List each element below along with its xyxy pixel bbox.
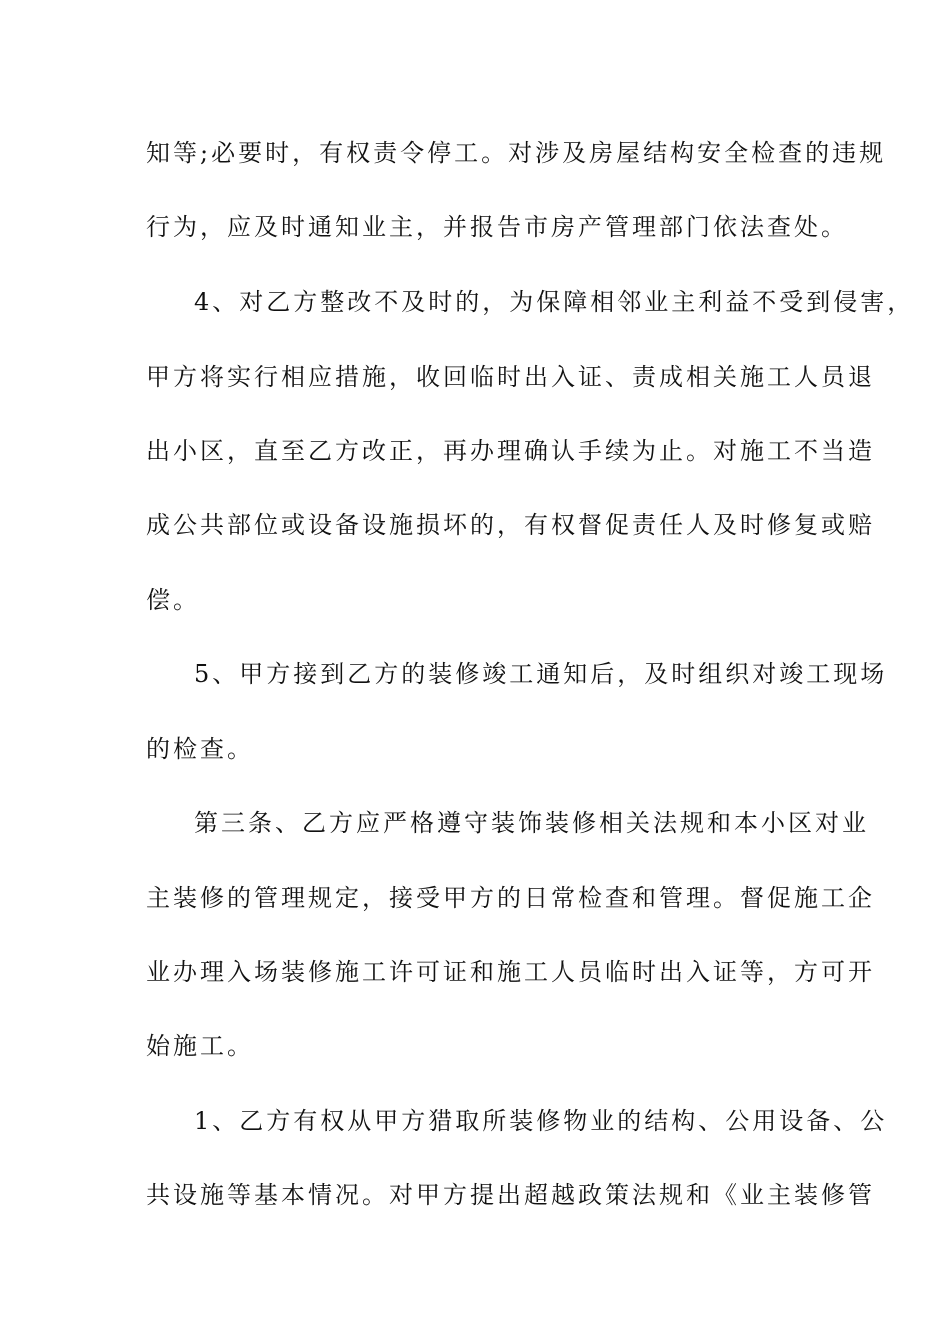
paragraph-start-line: 1、乙方有权从甲方猎取所装修物业的结构、公用设备、公 [194, 1107, 888, 1135]
text-line: 甲方将实行相应措施，收回临时出入证、责成相关施工人员退 [146, 363, 875, 391]
text-line: 主装修的管理规定，接受甲方的日常检查和管理。督促施工企 [146, 884, 875, 912]
text-line: 共设施等基本情况。对甲方提出超越政策法规和《业主装修管 [146, 1181, 875, 1209]
text-line: 知等;必要时，有权责令停工。对涉及房屋结构安全检查的违规 [146, 139, 887, 167]
text-line: 成公共部位或设备设施损坏的，有权督促责任人及时修复或赔 [146, 511, 875, 539]
text-line: 业办理入场装修施工许可证和施工人员临时出入证等，方可开 [146, 958, 875, 986]
text-line: 始施工。 [146, 1032, 254, 1060]
text-line: 出小区，直至乙方改正，再办理确认手续为止。对施工不当造 [146, 437, 875, 465]
paragraph-start-line: 第三条、乙方应严格遵守装饰装修相关法规和本小区对业 [194, 809, 869, 837]
text-line: 的检查。 [146, 735, 254, 763]
paragraph-start-line: 4、对乙方整改不及时的，为保障相邻业主利益不受到侵害， [194, 288, 915, 316]
paragraph-start-line: 5、甲方接到乙方的装修竣工通知后，及时组织对竣工现场 [194, 660, 888, 688]
text-line: 偿。 [146, 586, 200, 614]
text-line: 行为，应及时通知业主，并报告市房产管理部门依法查处。 [146, 213, 848, 241]
